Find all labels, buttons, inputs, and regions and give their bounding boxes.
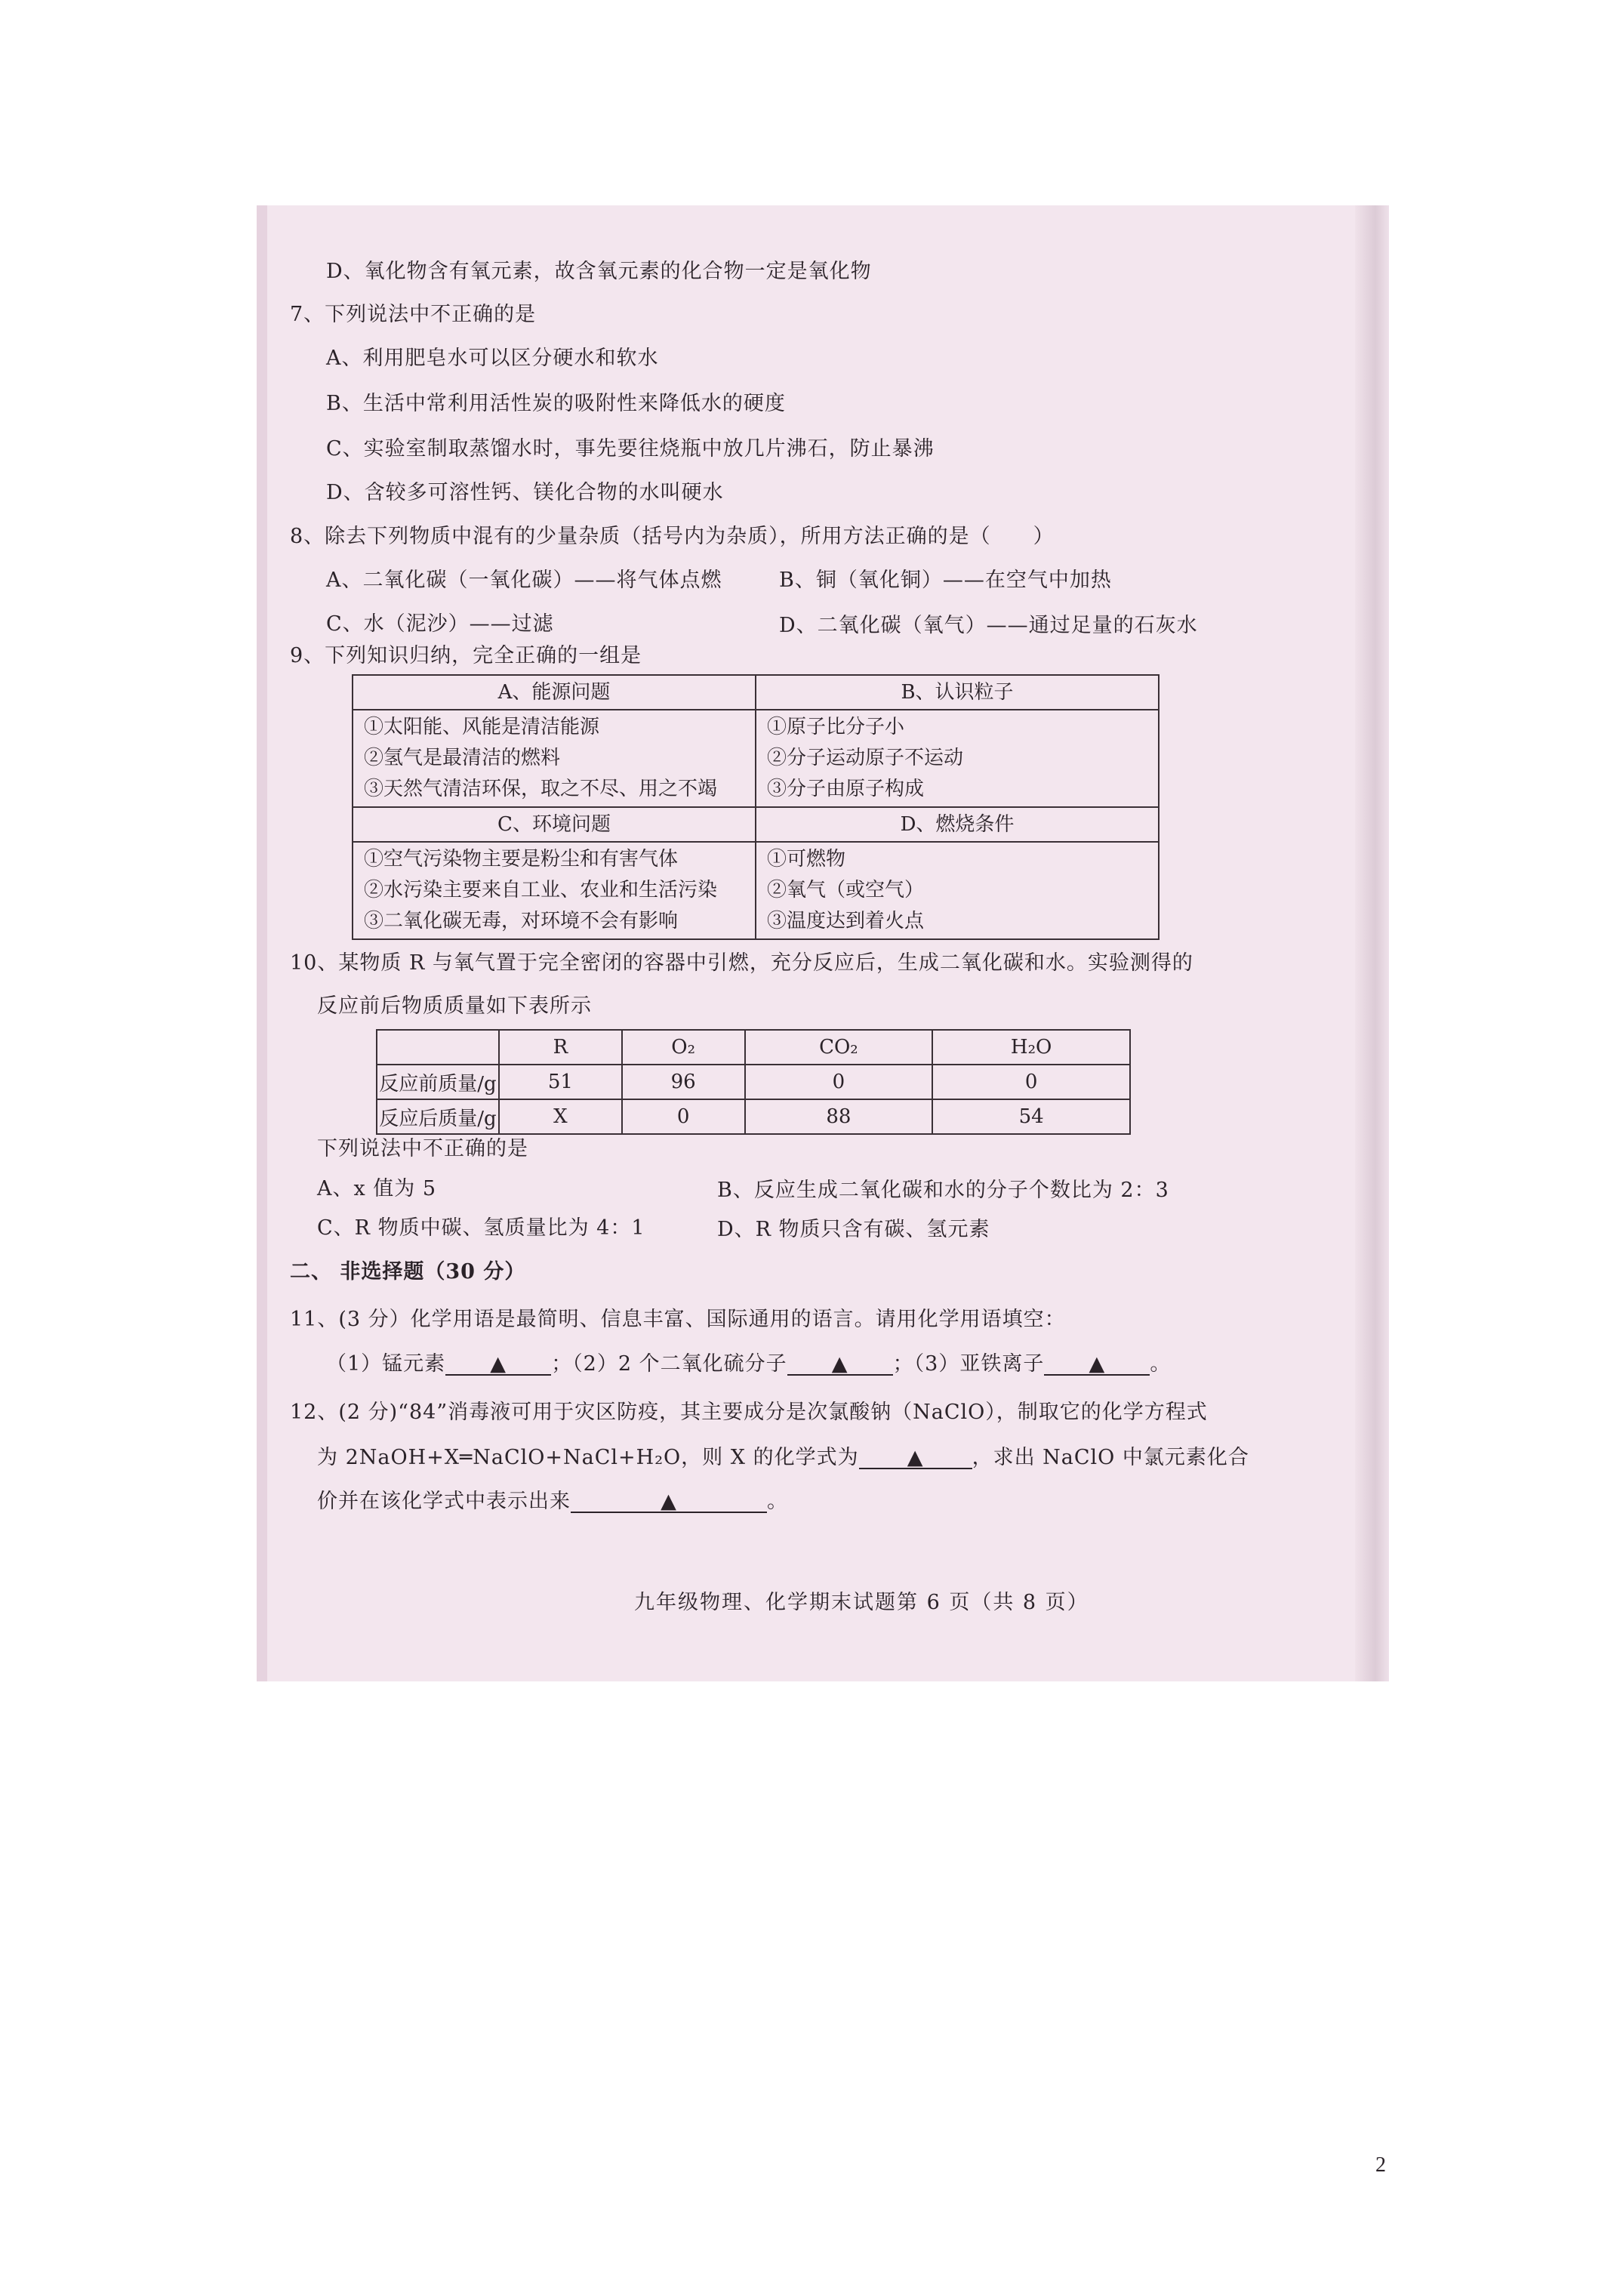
q9-d-item-2: ②氧气（或空气）	[767, 879, 925, 901]
q9-a-item-1: ①太阳能、风能是清洁能源	[364, 716, 600, 738]
q9-stem: 9、下列知识归纳，完全正确的一组是	[290, 644, 642, 667]
q10-mass-table	[376, 1029, 1131, 1135]
q9-a-item-2: ②氢气是最清洁的燃料	[364, 747, 561, 769]
mass-header-r: R	[499, 1030, 622, 1065]
q9-b-item-1: ①原子比分子小	[767, 716, 905, 738]
table-row	[377, 1065, 1130, 1099]
q6-option-d: D、氧化物含有氧元素，故含氧元素的化合物一定是氧化物	[326, 260, 872, 283]
q9-c-item-1: ①空气污染物主要是粉尘和有害气体	[364, 848, 679, 871]
section-2-heading: 二、 非选择题（30 分）	[290, 1260, 526, 1284]
mass-row-label: 反应前质量/g	[377, 1065, 499, 1099]
q8-option-d: D、二氧化碳（氧气）——通过足量的石灰水	[779, 614, 1198, 637]
mass-cell: 0	[745, 1065, 933, 1099]
q10-option-a: A、x 值为 5	[317, 1177, 437, 1200]
q9-cell-d-head: D、燃烧条件	[756, 807, 1159, 842]
mass-row-label: 反应后质量/g	[377, 1099, 499, 1134]
q11-blank-2[interactable]: ▲	[787, 1351, 893, 1376]
q9-b-item-2: ②分子运动原子不运动	[767, 747, 964, 769]
q11-blank-3[interactable]: ▲	[1044, 1351, 1150, 1376]
scan-shadow-left	[257, 205, 267, 1681]
q9-c-item-2: ②水污染主要来自工业、农业和生活污染	[364, 879, 718, 901]
mass-cell: 88	[745, 1099, 933, 1134]
q10-option-b: B、反应生成二氧化碳和水的分子个数比为 2：3	[717, 1179, 1169, 1202]
mass-cell: 0	[622, 1099, 745, 1134]
page-footer: 九年级物理、化学期末试题第 6 页（共 8 页）	[634, 1591, 1089, 1614]
q11-part1-label: （1）锰元素	[326, 1352, 446, 1376]
q8-option-b: B、铜（氧化铜）——在空气中加热	[779, 569, 1112, 592]
q9-cell-b-body	[756, 710, 1159, 807]
q12-blank-valence[interactable]: ▲	[571, 1489, 767, 1513]
q12-line2-text-b: ，求出 NaClO 中氯元素化合	[972, 1446, 1249, 1469]
q12-blank-formula[interactable]: ▲	[859, 1445, 972, 1469]
q7-option-d: D、含较多可溶性钙、镁化合物的水叫硬水	[326, 481, 724, 504]
q9-cell-b-head: B、认识粒子	[756, 675, 1159, 710]
q11-blanks-line	[326, 1351, 1171, 1377]
q12-line2	[317, 1445, 1249, 1471]
q7-option-b: B、生活中常利用活性炭的吸附性来降低水的硬度	[326, 392, 786, 415]
q9-c-item-3: ③二氧化碳无毒，对环境不会有影响	[364, 910, 679, 932]
q8-option-a: A、二氧化碳（一氧化碳）——将气体点燃	[326, 569, 722, 592]
q11-part3-label: ；（3）亚铁离子	[892, 1352, 1045, 1376]
q12-stem: 12、(2 分)“84”消毒液可用于灾区防疫，其主要成分是次氯酸钠（NaClO），制取它的化学方程式	[290, 1401, 1208, 1424]
q9-a-item-3: ③天然气清洁环保，取之不尽、用之不竭	[364, 778, 718, 800]
q9-knowledge-table	[352, 674, 1160, 940]
q10-stem-line1: 10、某物质 R 与氧气置于完全密闭的容器中引燃，充分反应后，生成二氧化碳和水。实验测得的	[290, 951, 1193, 975]
q11-stem: 11、(3 分）化学用语是最简明、信息丰富、国际通用的语言。请用化学用语填空：	[290, 1308, 1066, 1331]
mass-header-empty	[377, 1030, 499, 1065]
q9-d-item-1: ①可燃物	[767, 848, 846, 871]
mass-cell: 51	[499, 1065, 622, 1099]
q11-part2-label: ；（2）2 个二氧化硫分子	[551, 1352, 787, 1376]
q9-cell-c-head: C、环境问题	[353, 807, 756, 842]
mass-cell: 0	[932, 1065, 1130, 1099]
scan-shadow-right	[1355, 205, 1389, 1681]
mass-cell: 54	[932, 1099, 1130, 1134]
q8-stem: 8、除去下列物质中混有的少量杂质（括号内为杂质），所用方法正确的是（ ）	[290, 525, 1055, 548]
q11-blank-1[interactable]: ▲	[445, 1351, 551, 1376]
q12-end: 。	[767, 1490, 788, 1513]
mass-header-h2o: H₂O	[932, 1030, 1130, 1065]
table-row	[377, 1099, 1130, 1134]
q12-line3-text: 价并在该化学式中表示出来	[317, 1490, 571, 1513]
q9-cell-c-body	[353, 842, 756, 939]
q9-cell-a-head: A、能源问题	[353, 675, 756, 710]
q9-cell-d-body	[756, 842, 1159, 939]
q10-sub-stem: 下列说法中不正确的是	[317, 1137, 528, 1160]
q9-b-item-3: ③分子由原子构成	[767, 778, 925, 800]
q12-line2-text-a: 为 2NaOH+X═NaClO+NaCl+H₂O，则 X 的化学式为	[317, 1446, 859, 1469]
q11-end: 。	[1150, 1352, 1172, 1376]
mass-cell: X	[499, 1099, 622, 1134]
q9-d-item-3: ③温度达到着火点	[767, 910, 925, 932]
q12-line3	[317, 1489, 788, 1515]
q10-option-c: C、R 物质中碳、氢质量比为 4：1	[317, 1216, 645, 1240]
mass-header-co2: CO₂	[745, 1030, 933, 1065]
q8-option-c: C、水（泥沙）——过滤	[326, 612, 554, 636]
page-number: 2	[1375, 2153, 1386, 2177]
mass-header-o2: O₂	[622, 1030, 745, 1065]
q9-cell-a-body	[353, 710, 756, 807]
q7-option-c: C、实验室制取蒸馏水时，事先要往烧瓶中放几片沸石，防止暴沸	[326, 437, 935, 461]
mass-table-header-row	[377, 1030, 1130, 1065]
q10-option-d: D、R 物质只含有碳、氢元素	[717, 1218, 990, 1241]
q7-option-a: A、利用肥皂水可以区分硬水和软水	[326, 347, 659, 370]
mass-cell: 96	[622, 1065, 745, 1099]
q10-stem-line2: 反应前后物质质量如下表所示	[317, 994, 592, 1018]
q7-stem: 7、下列说法中不正确的是	[290, 303, 537, 326]
